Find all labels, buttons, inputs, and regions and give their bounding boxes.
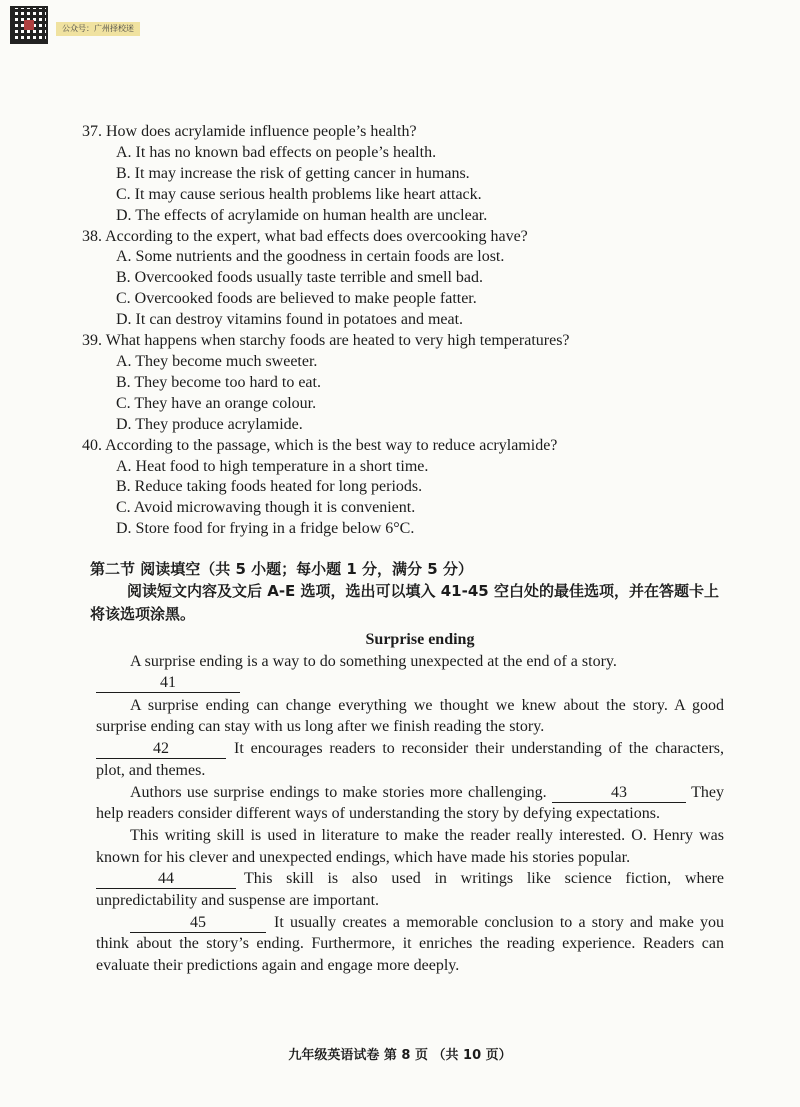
exam-content bbox=[0, 122, 800, 977]
option: A. Some nutrients and the goodness in certain foods are lost. bbox=[116, 248, 505, 266]
option: A. They become much sweeter. bbox=[116, 352, 318, 370]
section-instruction: 阅读短文内容及文后 A-E 选项，选出可以填入 41-45 空白处的最佳选项，并在答题卡上将该选项涂黑。 bbox=[90, 582, 719, 624]
story-paragraph-3 bbox=[96, 782, 724, 825]
blank-45: 45 bbox=[130, 914, 266, 933]
option: D. Store food for frying in a fridge below 6°C. bbox=[116, 520, 415, 538]
question-stem: 39. What happens when starchy foods are heated to very high temperatures? bbox=[82, 332, 570, 350]
option: C. Avoid microwaving though it is convenient. bbox=[116, 499, 416, 517]
option: A. Heat food to high temperature in a short time. bbox=[116, 457, 429, 475]
blank-44: 44 bbox=[96, 870, 236, 889]
question-40 bbox=[0, 436, 800, 541]
question-stem: 40. According to the passage, which is the best way to reduce acrylamide? bbox=[82, 436, 558, 454]
paragraph-2b-text: It encourages readers to reconsider their understanding of the characters, plot, and themes. bbox=[96, 740, 724, 779]
option: B. Overcooked foods usually taste terrible and smell bad. bbox=[116, 269, 484, 287]
option: D. They produce acrylamide. bbox=[116, 415, 303, 433]
option: A. It has no known bad effects on people’s health. bbox=[116, 143, 437, 161]
qr-code bbox=[10, 6, 48, 44]
option: B. Reduce taking foods heated for long periods. bbox=[116, 478, 423, 496]
option: B. It may increase the risk of getting cancer in humans. bbox=[116, 164, 470, 182]
story-paragraph-1: A surprise ending is a way to do something unexpected at the end of a story. bbox=[130, 653, 617, 671]
blank-42: 42 bbox=[96, 740, 226, 759]
option: B. They become too hard to eat. bbox=[116, 373, 321, 391]
option: D. It can destroy vitamins found in potatoes and meat. bbox=[116, 311, 464, 329]
paragraph-5-text: It usually creates a memorable conclusion to a story and make you think about the story’s ending. Furthermore, it enriches the reading experience. Readers can evaluate their predictions again and engage more deeply. bbox=[96, 913, 724, 975]
story-title: Surprise ending bbox=[365, 631, 475, 649]
question-stem: 37. How does acrylamide influence people’s health? bbox=[82, 123, 417, 140]
paragraph-3b-text: They help readers consider different ways of understanding the story by defying expectations. bbox=[96, 783, 725, 823]
story-paragraph-5 bbox=[96, 912, 724, 977]
option: D. The effects of acrylamide on human health are unclear. bbox=[116, 206, 488, 224]
question-37 bbox=[0, 122, 800, 227]
option: C. Overcooked foods are believed to make people fatter. bbox=[116, 290, 477, 308]
story-paragraph-4b bbox=[96, 868, 724, 911]
section-title: 第二节 阅读填空（共 5 小题；每小题 1 分，满分 5 分） bbox=[90, 560, 473, 579]
question-38 bbox=[0, 227, 800, 332]
blank-43: 43 bbox=[552, 784, 686, 803]
question-39 bbox=[0, 331, 800, 436]
option: C. It may cause serious health problems like heart attack. bbox=[116, 185, 482, 203]
paragraph-3-text: Authors use surprise endings to make stories more challenging. bbox=[130, 783, 547, 801]
story-paragraph-2b bbox=[96, 738, 724, 781]
blank-41-line bbox=[96, 673, 246, 695]
watermark-badge: 公众号：广州择校迷 bbox=[56, 22, 140, 36]
question-stem: 38. According to the expert, what bad effects does overcooking have? bbox=[82, 227, 528, 245]
paragraph-4b-text: This skill is also used in writings like science fiction, where unpredictability and suspense are important. bbox=[96, 870, 724, 910]
page-footer: 九年级英语试卷 第 8 页 （共 10 页） bbox=[288, 1048, 512, 1063]
option: C. They have an orange colour. bbox=[116, 394, 317, 412]
story-paragraph-4: This writing skill is used in literature to make the reader really interested. O. Henry was known for his clever and unexpected endings, which have made his stories popular. bbox=[96, 826, 724, 866]
story-paragraph-2: A surprise ending can change everything we thought we knew about the story. A good surprise ending can stay with us long after we finish reading the story. bbox=[96, 696, 724, 736]
blank-41: 41 bbox=[96, 674, 240, 693]
